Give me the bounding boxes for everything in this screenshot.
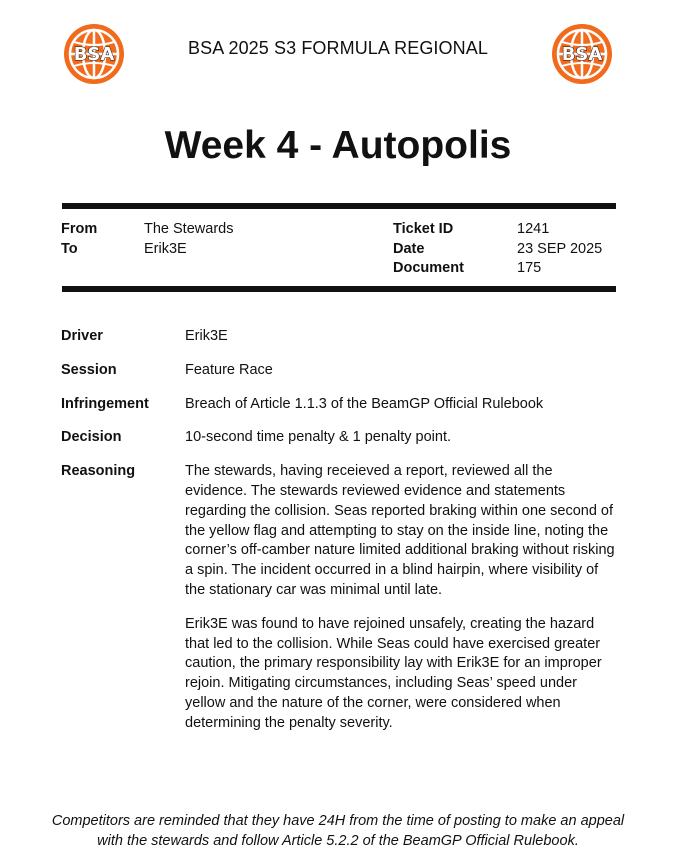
infringement-row bbox=[61, 395, 617, 415]
logo-text: BSA bbox=[561, 44, 603, 65]
from-value: The Stewards bbox=[144, 221, 234, 237]
ticket-id-label: Ticket ID bbox=[393, 221, 454, 237]
ticket-id-value: 1241 bbox=[517, 221, 550, 237]
divider-bottom bbox=[62, 286, 616, 292]
driver-label: Driver bbox=[61, 328, 103, 344]
document-value: 175 bbox=[517, 260, 542, 276]
date-value: 23 SEP 2025 bbox=[517, 241, 603, 257]
header-title: BSA 2025 S3 FORMULA REGIONAL bbox=[188, 38, 488, 58]
reasoning-paragraph: The stewards, having receieved a report, reviewed all the evidence. The stewards reviewed evidence and statements regarding the collision. Seas reported braking within one second of the yellow flag and attempting to stay on the inside line, noting the corner’s off-camber nature limited additional braking without risking a spin. The incident occurred in a blind hairpin, where visibility of the stationary car was minimal until late. bbox=[185, 463, 615, 598]
decision-value: 10-second time penalty & 1 penalty point. bbox=[185, 429, 451, 446]
date-label: Date bbox=[393, 241, 425, 257]
divider-top bbox=[62, 203, 616, 209]
infringement-label: Infringement bbox=[61, 395, 149, 412]
infringement-value: Breach of Article 1.1.3 of the BeamGP Official Rulebook bbox=[185, 395, 544, 412]
reasoning-row bbox=[61, 462, 617, 747]
driver-value: Erik3E bbox=[185, 328, 228, 344]
document-label: Document bbox=[393, 260, 464, 276]
decision-row bbox=[61, 428, 617, 448]
reasoning-paragraph: Erik3E was found to have rejoined unsafely, creating the hazard that led to the collision. While Seas could have exercised greater caution, the primary responsibility lay with Erik3E for an improper rejoin. Mitigating circumstances, including Seas’ speed under yellow and the nature of the corner, were considered when determining the penalty severity. bbox=[185, 615, 602, 731]
session-row bbox=[61, 361, 617, 381]
session-label: Session bbox=[61, 361, 117, 378]
reasoning-value bbox=[185, 462, 617, 747]
to-value: Erik3E bbox=[144, 241, 187, 257]
to-label: To bbox=[61, 241, 78, 257]
decision-label: Decision bbox=[61, 429, 122, 446]
logo-text: BSA bbox=[73, 44, 115, 65]
driver-row bbox=[61, 327, 617, 347]
session-value: Feature Race bbox=[185, 361, 273, 378]
decision-details bbox=[61, 327, 617, 762]
reasoning-label: Reasoning bbox=[61, 463, 136, 480]
appeal-notice: Competitors are reminded that they have 24H from the time of posting to make an appeal with the stewards and follow Article 5.2.2 of the BeamGP Official Rulebook. bbox=[51, 813, 625, 849]
page-title: Week 4 - Autopolis bbox=[164, 124, 512, 167]
from-label: From bbox=[61, 221, 98, 237]
